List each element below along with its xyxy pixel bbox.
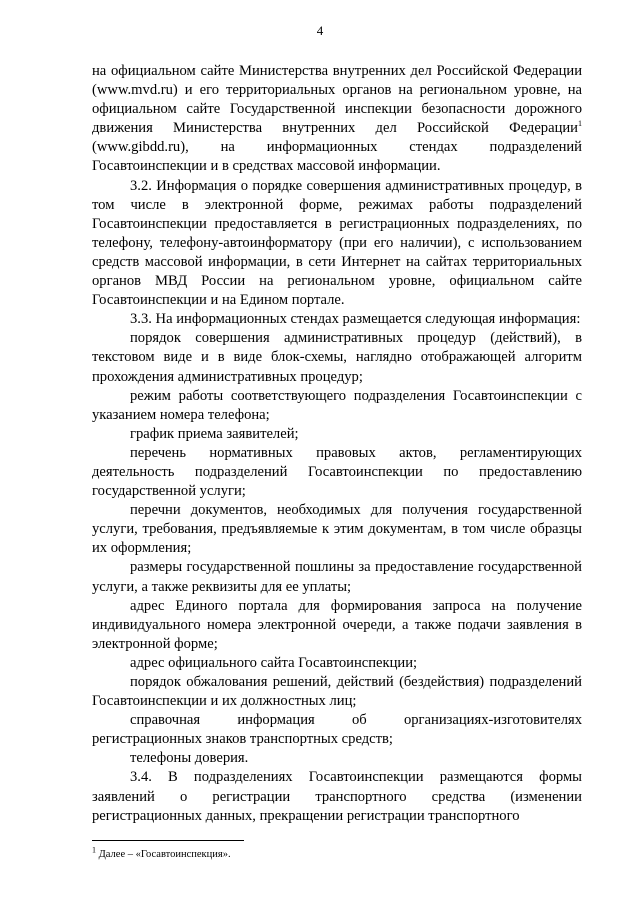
paragraph-3-2: 3.2. Информация о порядке совершения административных процедур, в том числе в электронной форме, режимах работы подразделений Госавтоинспекции предоставляется в регистрационных подразделениях, по телефону, телефону-автоинформатору (при его наличии), с использованием средств массовой информации, в сети Интернет на сайтах территориальных органов МВД России на региональном уровне, официальном сайте Госавтоинспекции и на Едином портале. [92, 177, 582, 309]
paragraph-3-4: 3.4. В подразделениях Госавтоинспекции размещаются формы заявлений о регистрации транспортного средства (изменении регистрационных данных, прекращении регистрации транспортного [92, 769, 582, 824]
list-item-reception-schedule: график приема заявителей; [130, 425, 299, 442]
paragraph-continuation: на официальном сайте Министерства внутренних дел Российской Федерации (www.mvd.ru) и его территориальных органов на региональном уровне, на официальном сайте Государственной инспекции безопасности дорожного движения Министерства внутренних дел Российской Федерации$^1$ (www.gibdd.ru), на информационных стендах подразделений Госавтоинспекции и в средствах массовой информации. [92, 63, 582, 175]
list-item-work-schedule: режим работы соответствующего подразделения Госавтоинспекции с указанием номера телефона; [92, 387, 582, 423]
footnote-reference: 1 [578, 119, 582, 129]
list-item-document-lists: перечни документов, необходимых для получения государственной услуги, требования, предъявляемые к этим документам, в том числе образцы их оформления; [92, 502, 582, 557]
list-item-hotlines: телефоны доверия. [130, 750, 249, 767]
list-item-site-address: адрес официального сайта Госавтоинспекции; [130, 654, 418, 671]
list-item-portal-address: адрес Единого портала для формирования запроса на получение индивидуального номера электронной очереди, а также подачи заявления в электронной форме; [92, 597, 582, 652]
list-item-procedure-order: порядок совершения административных процедур (действий), в текстовом виде и в виде блок-схемы, наглядно отображающей алгоритм прохождения административных процедур; [92, 330, 582, 385]
paragraph-3-3: 3.3. На информационных стендах размещается следующая информация: [130, 311, 581, 328]
footnote [92, 845, 582, 861]
footnote-separator [92, 840, 244, 841]
page-number: 4 [316, 23, 324, 38]
footnote-text: Далее – «Госавтоинспекция». [96, 849, 231, 860]
footnote-marker: 1 [92, 845, 96, 855]
list-item-appeal-procedure: порядок обжалования решений, действий (бездействия) подразделений Госавтоинспекции и их должностных лиц; [92, 674, 582, 710]
document-body [92, 62, 582, 826]
list-item-state-fee: размеры государственной пошлины за предоставление государственной услуги, а также реквизиты для ее уплаты; [92, 559, 582, 595]
list-item-plate-manufacturers: справочная информация об организациях-изготовителях регистрационных знаков транспортных средств; [92, 712, 582, 748]
list-item-legal-acts: перечень нормативных правовых актов, регламентирующих деятельность подразделений Госавтоинспекции по предоставлению государственной услуги; [92, 444, 582, 500]
